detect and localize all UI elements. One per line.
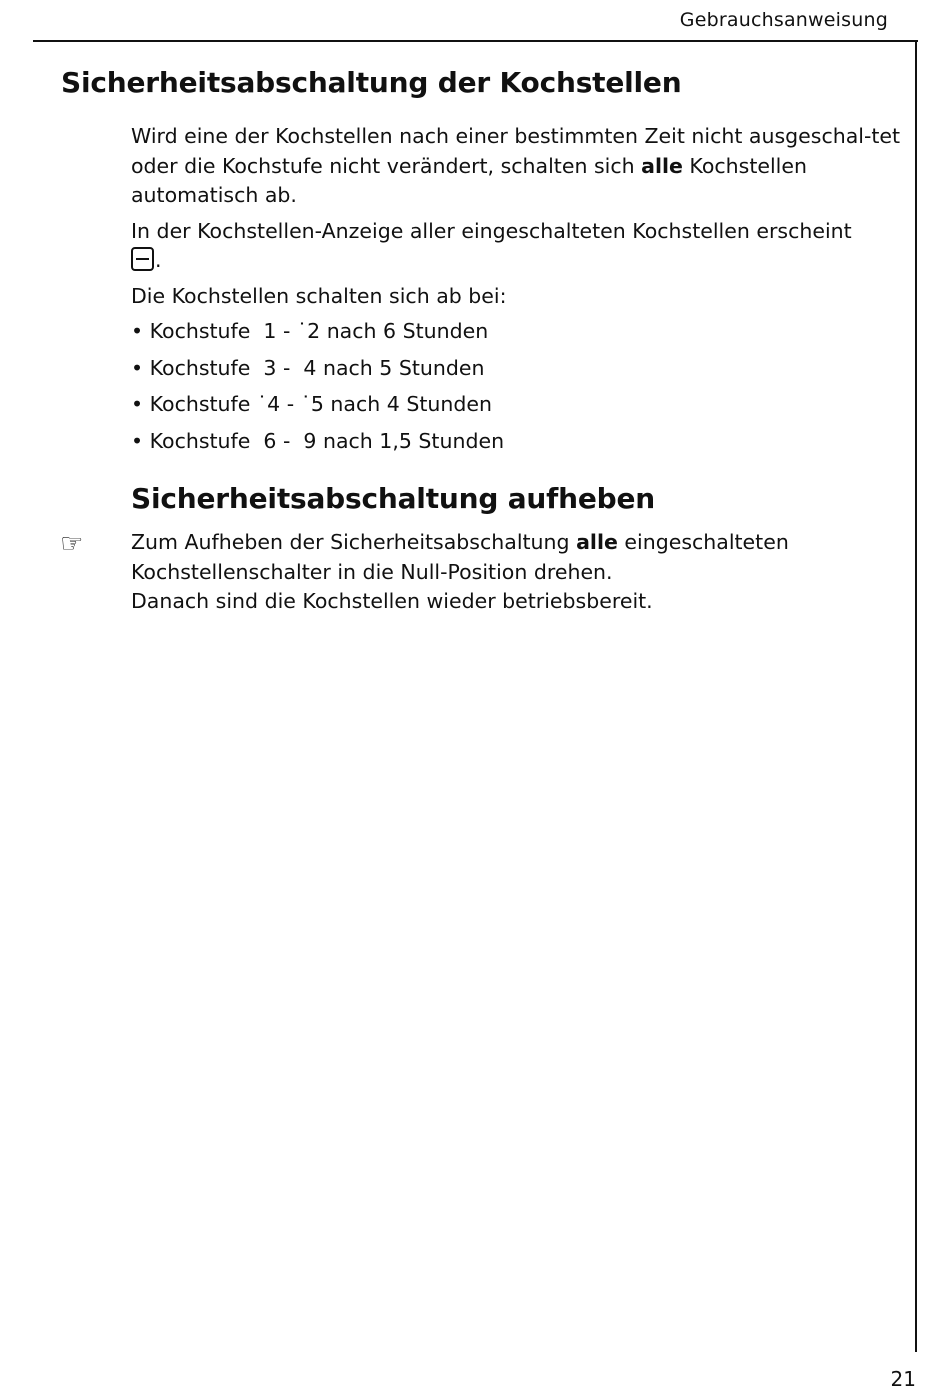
shutoff-intro: Die Kochstellen schalten sich ab bei: [131, 283, 507, 308]
intro-emphasis: alle [641, 153, 683, 178]
hint-paragraph [131, 528, 901, 617]
pointing-hand-icon: ☞ [60, 529, 84, 559]
hint-emphasis: alle [576, 530, 618, 554]
display-text-end: . [155, 248, 162, 272]
hint-text-start: Zum Aufheben der Sicherheitsabschaltung [131, 530, 577, 554]
list-item: • Kochstufe 3 - 4 nach 5 Stunden [131, 355, 485, 380]
intro-text-start: Wird eine der Kochstellen nach einer bestimmten Zeit nicht ausgeschal-tet oder die Kochstufe nicht verändert, schalten sich [131, 124, 901, 178]
section-label: Gebrauchsanweisung [679, 9, 888, 31]
header-divider [33, 40, 918, 42]
list-item: • Kochstufe ˙4 - ˙5 nach 4 Stunden [131, 392, 492, 416]
intro-section [131, 122, 901, 463]
hint-section [131, 528, 901, 617]
hint-text-end: eingeschalteten Kochstellenschalter in die Null-Position drehen. [131, 530, 789, 584]
intro-paragraph [131, 122, 901, 211]
display-paragraph [131, 217, 901, 276]
intro-text-end: Kochstellen automatisch ab. [131, 153, 807, 207]
cooking-level-list [131, 317, 901, 456]
page-number: 21 [890, 1367, 916, 1391]
list-item: • Kochstufe 6 - 9 nach 1,5 Stunden [131, 428, 505, 453]
list-item: • Kochstufe 1 - ˙2 nach 6 Stunden [131, 319, 489, 343]
section-title: Sicherheitsabschaltung aufheben [131, 482, 656, 515]
page-title: Sicherheitsabschaltung der Kochstellen [61, 66, 682, 99]
display-dash-symbol-icon [131, 247, 154, 271]
display-text: In der Kochstellen-Anzeige aller eingeschalteten Kochstellen erscheint [131, 218, 852, 243]
hint-followup: Danach sind die Kochstellen wieder betriebsbereit. [131, 589, 653, 613]
side-divider [915, 40, 917, 1352]
